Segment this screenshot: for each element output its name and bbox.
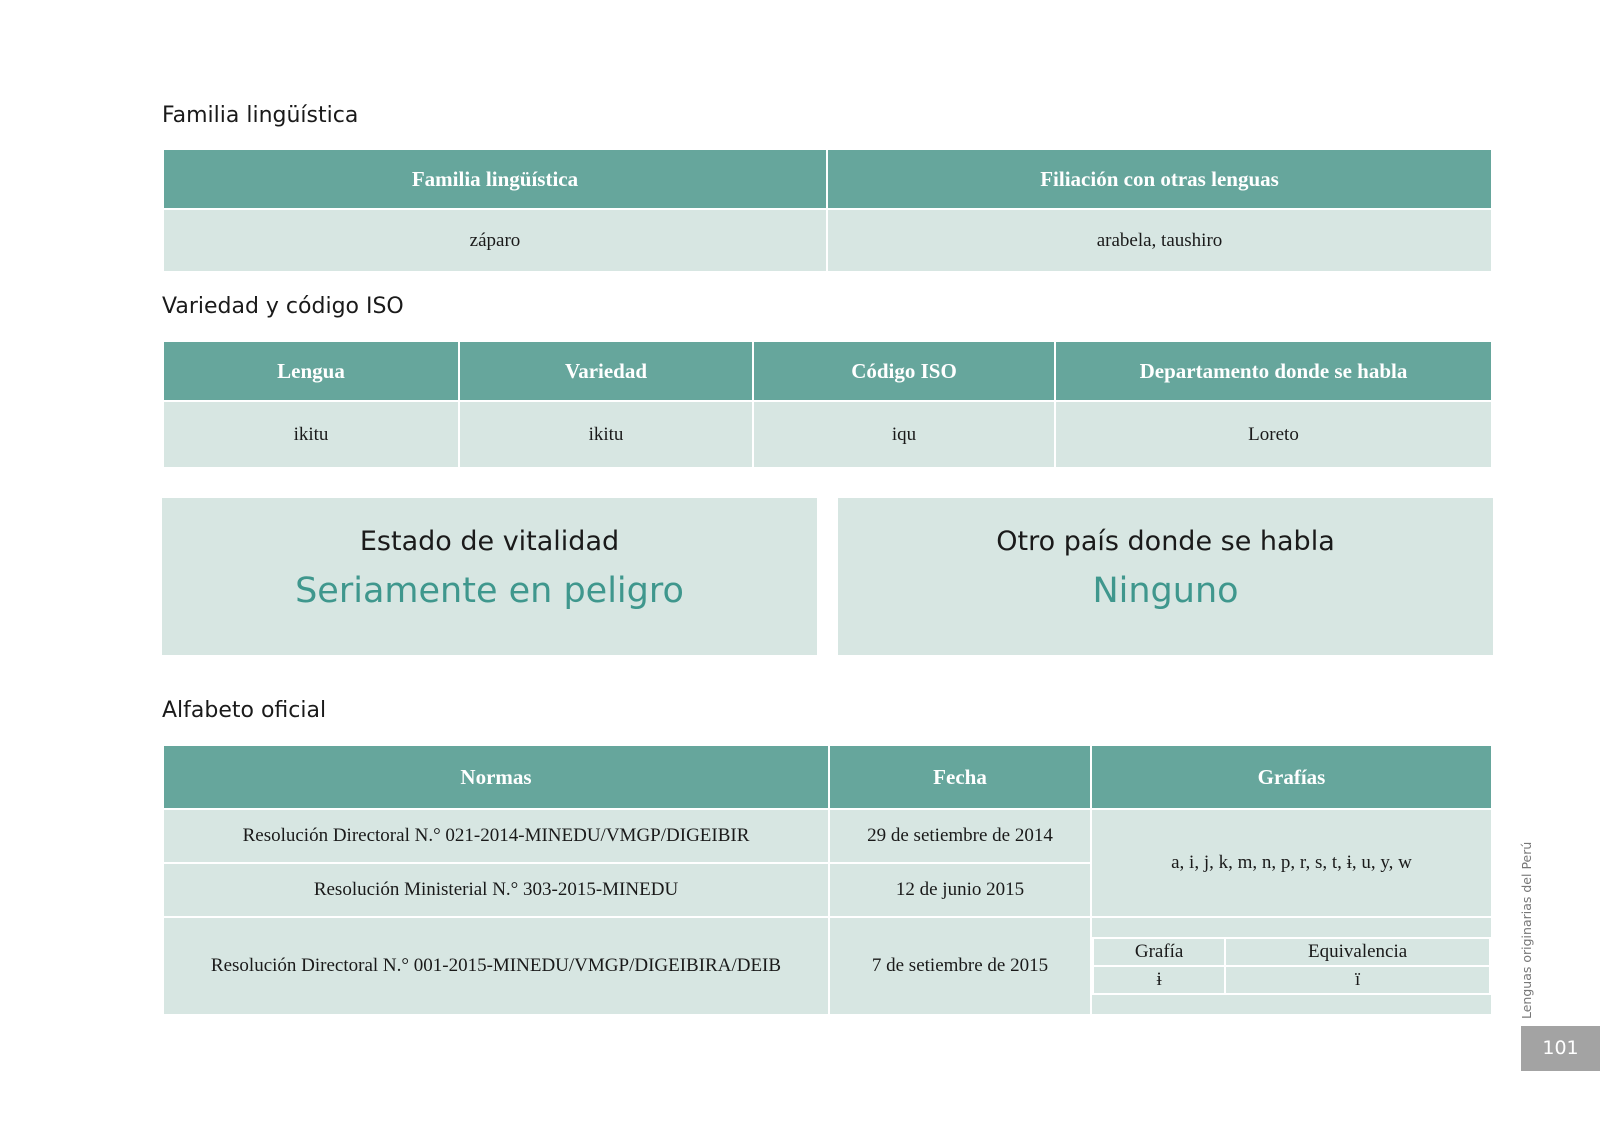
header-lengua: Lengua xyxy=(163,341,459,401)
header-variedad: Variedad xyxy=(459,341,753,401)
cell-familia: záparo xyxy=(163,209,827,272)
equiv-equivalencia: ï xyxy=(1225,966,1490,994)
page-number: 101 xyxy=(1521,1026,1600,1071)
header-filiacion: Filiación con otras lenguas xyxy=(827,149,1492,209)
fecha-cell: 12 de junio 2015 xyxy=(829,863,1091,917)
cell-lengua: ikitu xyxy=(163,401,459,468)
familia-table xyxy=(162,148,1493,273)
header-fecha: Fecha xyxy=(829,745,1091,809)
equiv-grafia: ɨ xyxy=(1093,966,1225,994)
variedad-table xyxy=(162,340,1493,469)
otro-pais-box xyxy=(838,498,1493,655)
alfabeto-table xyxy=(162,744,1493,1016)
cell-filiacion: arabela, taushiro xyxy=(827,209,1492,272)
fecha-cell: 7 de setiembre de 2015 xyxy=(829,917,1091,1015)
vitalidad-box xyxy=(162,498,817,655)
cell-departamento: Loreto xyxy=(1055,401,1492,468)
otro-pais-value: Ninguno xyxy=(1092,571,1239,611)
equiv-header-grafia: Grafía xyxy=(1093,938,1225,966)
vitalidad-label: Estado de vitalidad xyxy=(359,526,620,557)
grafias-cell: a, i, j, k, m, n, p, r, s, t, ɨ, u, y, w xyxy=(1091,809,1492,917)
header-normas: Normas xyxy=(163,745,829,809)
side-running-title: Lenguas originarias del Perú xyxy=(1519,841,1534,1019)
header-codigo-iso: Código ISO xyxy=(753,341,1055,401)
norma-cell: Resolución Directoral N.° 001-2015-MINEDU/VMGP/DIGEIBIRA/DEIB xyxy=(163,917,829,1015)
equivalencia-cell xyxy=(1091,917,1492,1015)
equivalencia-table xyxy=(1092,937,1491,995)
header-familia: Familia lingüística xyxy=(163,149,827,209)
vitalidad-value: Seriamente en peligro xyxy=(295,571,684,611)
section-title-variedad: Variedad y código ISO xyxy=(162,294,404,319)
norma-cell: Resolución Ministerial N.° 303-2015-MINEDU xyxy=(163,863,829,917)
header-departamento: Departamento donde se habla xyxy=(1055,341,1492,401)
otro-pais-label: Otro país donde se habla xyxy=(996,526,1335,557)
section-title-familia: Familia lingüística xyxy=(162,103,359,128)
norma-cell: Resolución Directoral N.° 021-2014-MINEDU/VMGP/DIGEIBIR xyxy=(163,809,829,863)
fecha-cell: 29 de setiembre de 2014 xyxy=(829,809,1091,863)
equiv-header-equivalencia: Equivalencia xyxy=(1225,938,1490,966)
cell-variedad: ikitu xyxy=(459,401,753,468)
header-grafias: Grafías xyxy=(1091,745,1492,809)
cell-codigo-iso: iqu xyxy=(753,401,1055,468)
section-title-alfabeto: Alfabeto oficial xyxy=(162,698,327,723)
